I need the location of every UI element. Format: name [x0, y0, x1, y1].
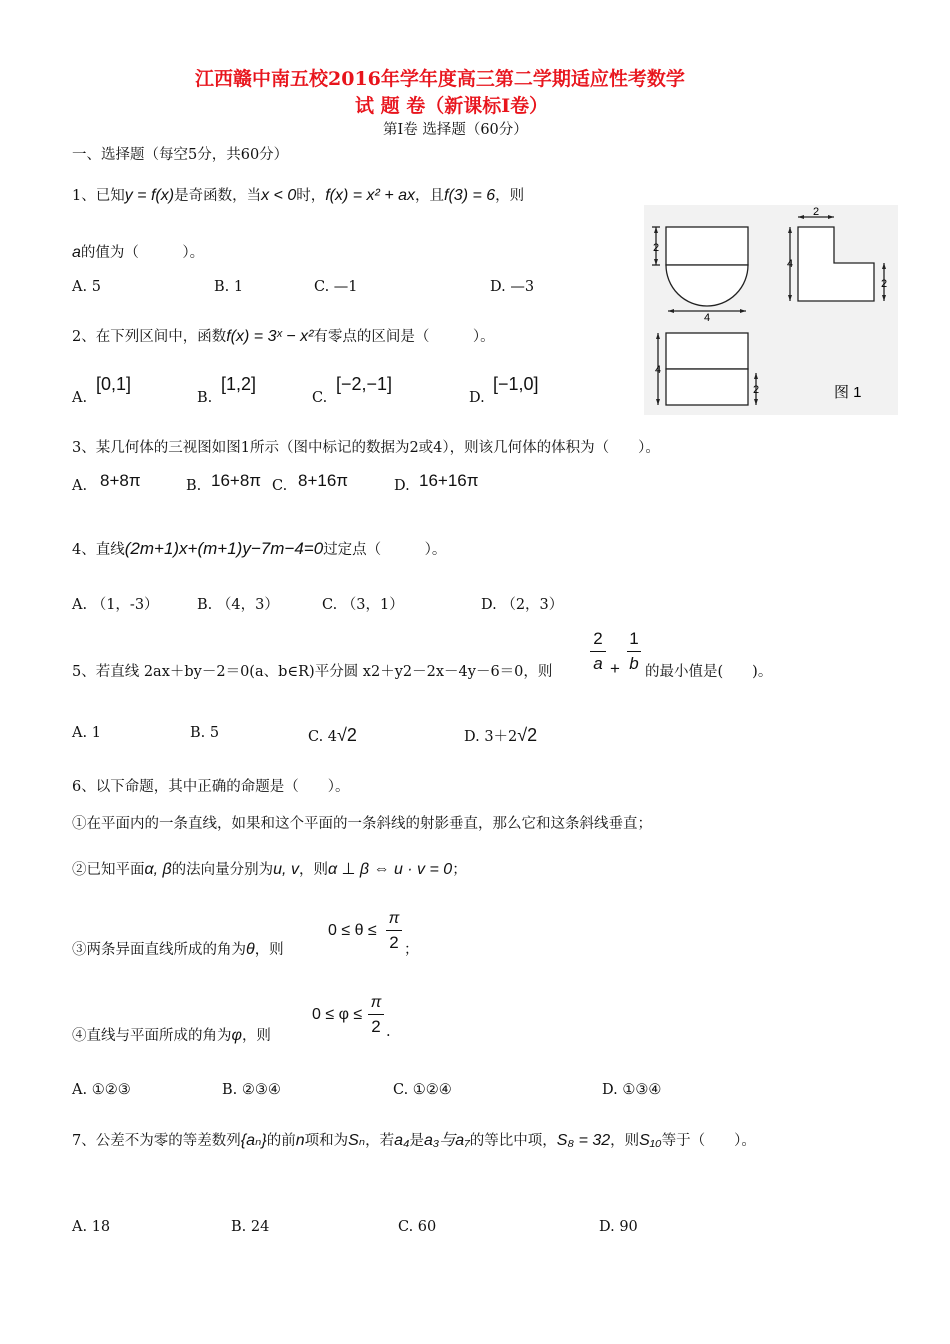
q5-text: 5、若直线 2ax＋by－2＝0(a、b∈R)平分圆 x2＋y2－2x－4y－6＝0，则: [72, 664, 553, 680]
q2-option-c-label: C.: [312, 390, 328, 406]
q1-option-b: B. 1: [214, 279, 244, 295]
top-view-rect-lower: [666, 369, 748, 405]
q6-s4-b: ，则: [241, 1028, 271, 1044]
q6-s3-two: 2: [389, 933, 399, 952]
q5-frac2-num: 1: [629, 629, 639, 648]
q6-s2-condition: α ⊥ β ⇔ u · v = 0: [327, 861, 453, 878]
q1-line-2: [72, 241, 204, 262]
q5-fraction-1-over-b: [627, 629, 641, 674]
q6-s3-pi: π: [388, 910, 400, 927]
q1-option-d: D. —3: [490, 279, 535, 295]
q6-text: 6、以下命题，其中正确的命题是（ ）。: [72, 779, 350, 795]
q7-sn: Sₙ: [348, 1132, 366, 1149]
q7-option-a: A. 18: [72, 1219, 111, 1235]
three-view-figure: [644, 205, 898, 415]
q6-statement-2: [72, 858, 467, 879]
q6-s4-pi-over-2: [368, 994, 384, 1037]
q4-suffix: 过定点（ ）。: [323, 542, 447, 558]
q2-option-b-value: [1,2]: [221, 374, 257, 394]
q1-math-4: f(3) = 6: [444, 187, 496, 204]
q6-s3-theta: θ: [246, 941, 255, 958]
q1-text-3: ，且: [415, 188, 445, 204]
q1-line: [72, 184, 524, 205]
q3-option-c-label: C.: [272, 478, 288, 494]
front-view-rect: [666, 227, 748, 265]
q7-s10: S₁₀: [639, 1132, 662, 1149]
q6-statement-3: [72, 938, 284, 959]
q7-t7: 等于（ ）。: [661, 1133, 756, 1149]
q1-ask: 的值为（ ）。: [80, 245, 205, 261]
q2-option-c-value: [−2,−1]: [336, 374, 393, 394]
q4-option-a: A. （1，-3）: [72, 597, 159, 613]
q3-option-a-label: A.: [72, 478, 88, 494]
q6-s2-a: ②已知平面: [72, 862, 145, 878]
q6-statement-1: ①在平面内的一条直线，如果和这个平面的一条斜线的射影垂直，那么它和这条斜线垂直；: [72, 816, 652, 832]
q5-option-c: [308, 725, 357, 746]
q5-option-a: A. 1: [72, 725, 101, 741]
q5-option-c-text: C. 4: [308, 729, 338, 745]
q3-option-c-value: 8+16π: [298, 471, 349, 490]
q2-option-a-label: A.: [72, 390, 88, 406]
q1-option-a: A. 5: [72, 279, 101, 295]
q3-option-d-value: 16+16π: [419, 471, 479, 490]
q1-text-2: 时，: [296, 188, 326, 204]
q5-frac2-den: b: [629, 654, 639, 673]
q7-t5: 的等比中项，: [469, 1133, 557, 1149]
q6-s3-b: ，则: [254, 942, 284, 958]
front-label-2: 2: [653, 242, 660, 254]
q3-option-b-label: B.: [186, 478, 202, 494]
q6-s4-pi: π: [370, 994, 382, 1011]
q5-option-c-sqrt: √2: [337, 725, 357, 745]
q6-s4-inequality: 0 ≤ φ ≤: [312, 1006, 363, 1023]
q6-s3-end: ；: [404, 942, 419, 958]
q3-option-a-value: 8+8π: [100, 471, 141, 490]
section-subtitle: 第Ⅰ卷 选择题（60分）: [383, 122, 528, 138]
q7-t1: 的前: [266, 1133, 296, 1149]
q5-fraction-2-over-a: [590, 629, 606, 674]
q1-math-1: y = f(x): [124, 187, 175, 204]
q1-math-2: x < 0: [261, 187, 297, 204]
q6-s2-planes: α, β: [144, 861, 172, 878]
q6-s4-two: 2: [371, 1017, 381, 1036]
q6-option-d: D. ①③④: [602, 1082, 662, 1098]
q4-option-d: D. （2，3）: [481, 597, 564, 613]
q3-option-b-value: 16+8π: [211, 471, 262, 490]
top-view-rect-upper: [666, 333, 748, 369]
q6-s2-c: ，则: [298, 862, 328, 878]
q4-prefix: 4、直线: [72, 542, 125, 558]
front-label-4: 4: [704, 312, 711, 324]
q7-line: [72, 1127, 756, 1150]
q6-s4-a: ④直线与平面所成的角为: [72, 1028, 232, 1044]
q4-math: (2m+1)x+(m+1)y−7m−4=0: [124, 539, 324, 558]
q6-option-b: B. ②③④: [222, 1082, 281, 1098]
q1-option-c: C. —1: [314, 279, 358, 295]
q6-s2-b: 的法向量分别为: [171, 862, 274, 878]
q7-sequence: {aₙ}: [240, 1132, 267, 1149]
q2-option-d-label: D.: [469, 390, 485, 406]
q6-s3-inequality: 0 ≤ θ ≤: [328, 922, 377, 939]
q5-option-d-text: D. 3＋2: [464, 729, 518, 745]
top-label-4: 4: [655, 364, 662, 376]
q1-text-4: ，则: [495, 188, 525, 204]
q2-suffix: 有零点的区间是（ ）。: [313, 329, 495, 345]
q2-option-d-value: [−1,0]: [493, 374, 539, 394]
q7-option-b: B. 24: [231, 1219, 270, 1235]
q2-line: [72, 325, 495, 346]
title-line-2: 试 题 卷（新课标Ⅰ卷）: [355, 95, 549, 117]
q6-s3-pi-over-2: [386, 910, 402, 953]
q6-s3-a: ③两条异面直线所成的角为: [72, 942, 246, 958]
q5-option-d: [464, 725, 537, 746]
q7-s8: S₈ = 32: [556, 1132, 611, 1149]
q2-option-b-label: B.: [197, 390, 213, 406]
top-label-2: 2: [753, 384, 760, 396]
q5-frac1-num: 2: [593, 629, 603, 648]
q5-option-d-sqrt: √2: [517, 725, 538, 745]
side-label-2-top: 2: [813, 206, 820, 218]
q1-text-1: 是奇函数，当: [174, 188, 262, 204]
q6-option-c: C. ①②④: [393, 1082, 452, 1098]
q3-text: 3、某几何体的三视图如图1所示（图中标记的数据为2或4），则该几何体的体积为（ ）。: [72, 440, 660, 456]
title-line-1: 江西赣中南五校2016年学年度高三第二学期适应性考数学: [195, 68, 685, 90]
q2-prefix: 2、在下列区间中，函数: [72, 329, 227, 345]
q5-plus: +: [610, 659, 620, 678]
q7-n: n: [295, 1132, 305, 1149]
q7-t3: ，若: [365, 1133, 395, 1149]
q4-option-c: C. （3，1）: [322, 597, 404, 613]
q4-line: [72, 538, 446, 559]
q5-frac1-den: a: [593, 654, 603, 673]
q2-option-a-value: [0,1]: [96, 374, 132, 394]
section-heading: 一、选择题（每空5分，共60分）: [72, 147, 289, 163]
q7-t4: 是: [409, 1133, 424, 1149]
q6-s2-d: ；: [452, 862, 467, 878]
q5-option-b: B. 5: [190, 725, 220, 741]
q7-prefix: 7、公差不为零的等差数列: [72, 1133, 241, 1149]
side-label-2-right: 2: [881, 278, 888, 290]
q7-a3-a7: a₃与a₇: [423, 1132, 470, 1149]
q3-option-d-label: D.: [394, 478, 410, 494]
q1-prefix: 1、已知: [72, 188, 125, 204]
figure-caption: 图 1: [834, 384, 862, 401]
q6-s4-end: .: [386, 1024, 391, 1040]
q7-t2: 项和为: [304, 1133, 349, 1149]
q1-var: a: [72, 244, 81, 261]
side-label-4: 4: [787, 258, 794, 270]
q5-suffix: 的最小值是( )。: [645, 664, 773, 680]
q7-a4: a₄: [394, 1132, 410, 1149]
q6-option-a: A. ①②③: [72, 1082, 131, 1098]
q2-math: f(x) = 3ˣ − x²: [226, 328, 314, 345]
q7-option-d: D. 90: [599, 1219, 638, 1235]
q4-option-b: B. （4，3）: [197, 597, 279, 613]
q6-s2-vectors: u, v: [273, 861, 299, 878]
q1-math-3: f(x) = x² + ax: [325, 187, 416, 204]
q7-t6: ，则: [610, 1133, 640, 1149]
q6-statement-4: [72, 1024, 271, 1045]
q7-option-c: C. 60: [398, 1219, 437, 1235]
q6-s4-phi: φ: [231, 1027, 242, 1044]
